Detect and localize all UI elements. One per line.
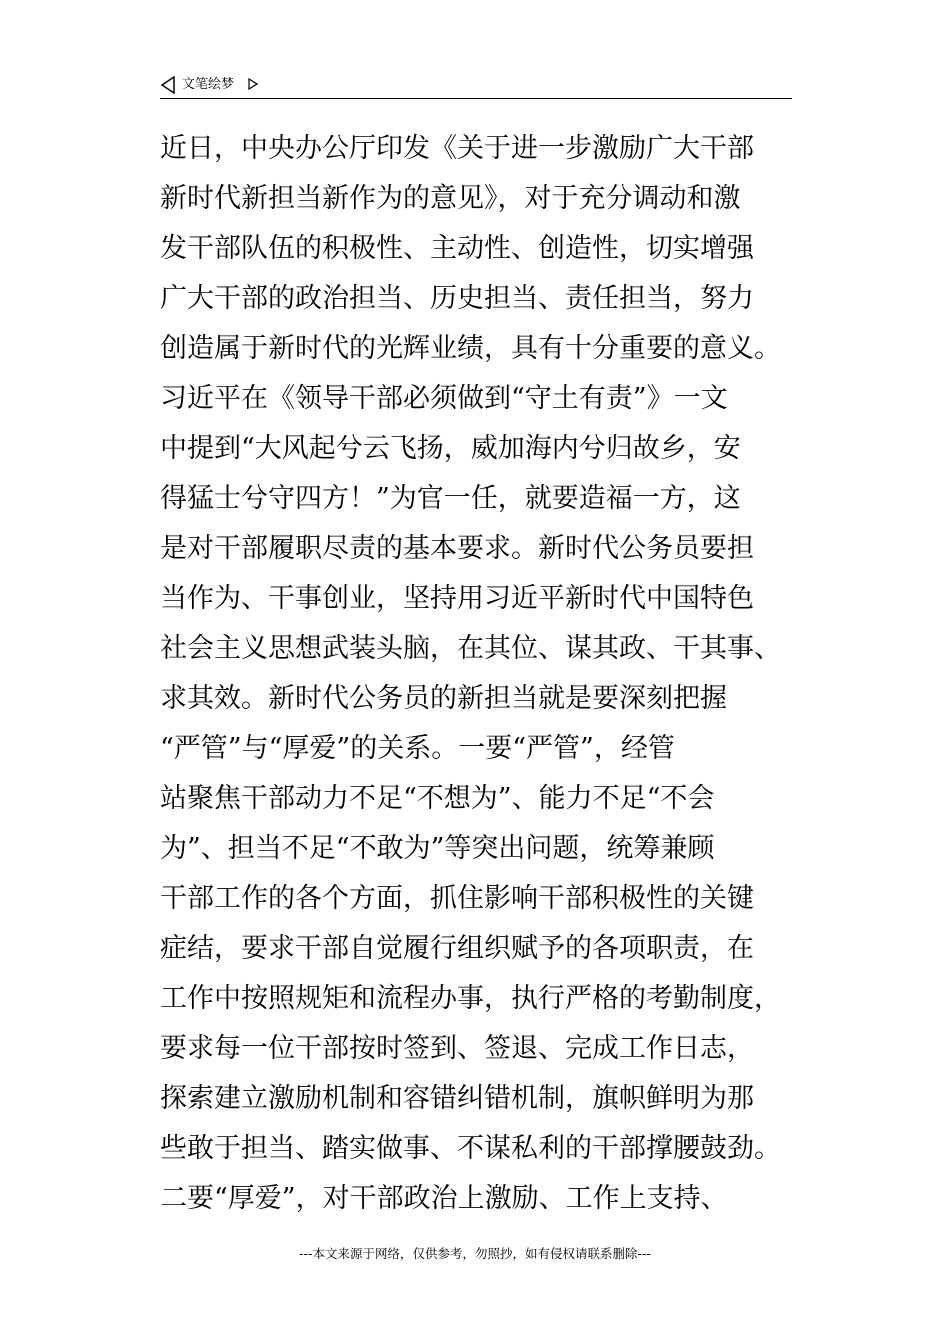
triangle-right-outline-icon	[248, 78, 258, 90]
text-line: 二要“厚爱”，对干部政治上激励、工作上支持、	[160, 1183, 728, 1214]
text-line: 症结，要求干部自觉履行组织赋予的各项职责，在	[160, 933, 754, 964]
text-line: 站聚焦干部动力不足“不想为”、能力不足“不会	[160, 783, 715, 814]
header-title: 文笔绘梦	[182, 77, 235, 92]
text-line: 干部工作的各个方面，抓住影响干部积极性的关键	[160, 883, 754, 914]
text-line: 探索建立激励机制和容错纠错机制，旗帜鲜明为那	[160, 1083, 754, 1114]
text-line: 要求每一位干部按时签到、签退、完成工作日志，	[160, 1033, 754, 1064]
text-line: 广大干部的政治担当、历史担当、责任担当，努力	[160, 283, 754, 314]
text-line: 新时代新担当新作为的意见》，对于充分调动和激	[160, 183, 741, 214]
text-line: “严管”与“厚爱”的关系。一要“严管”，经管	[160, 733, 675, 764]
text-line: 求其效。新时代公务员的新担当就是要深刻把握	[160, 683, 727, 714]
text-line: 为”、担当不足“不敢为”等突出问题，统筹兼顾	[160, 833, 715, 864]
text-line: 得猛士兮守四方！”为官一任，就要造福一方，这	[160, 483, 741, 514]
page-header	[160, 74, 792, 99]
article-body	[160, 124, 800, 1224]
text-line: 工作中按照规矩和流程办事，执行严格的考勤制度，	[160, 983, 781, 1014]
text-line: 近日，中央办公厅印发《关于进一步激励广大干部	[160, 133, 754, 164]
page-footer: ---本文来源于网络，仅供参考，勿照抄，如有侵权请联系删除---	[298, 1246, 652, 1261]
text-line: 创造属于新时代的光辉业绩，具有十分重要的意义。	[160, 333, 781, 364]
text-line: 习近平在《领导干部必须做到“守土有责”》一文	[160, 383, 728, 414]
text-line: 是对干部履职尽责的基本要求。新时代公务员要担	[160, 533, 754, 564]
text-line: 社会主义思想武装头脑，在其位、谋其政、干其事、	[160, 633, 781, 664]
text-line: 当作为、干事创业，坚持用习近平新时代中国特色	[160, 583, 754, 614]
text-line: 发干部队伍的积极性、主动性、创造性，切实增强	[160, 233, 754, 264]
triangle-left-outline-icon	[160, 76, 176, 94]
text-line: 些敢于担当、踏实做事、不谋私利的干部撑腰鼓劲。	[160, 1133, 781, 1164]
text-line: 中提到“大风起兮云飞扬，威加海内兮归故乡，安	[160, 433, 741, 464]
